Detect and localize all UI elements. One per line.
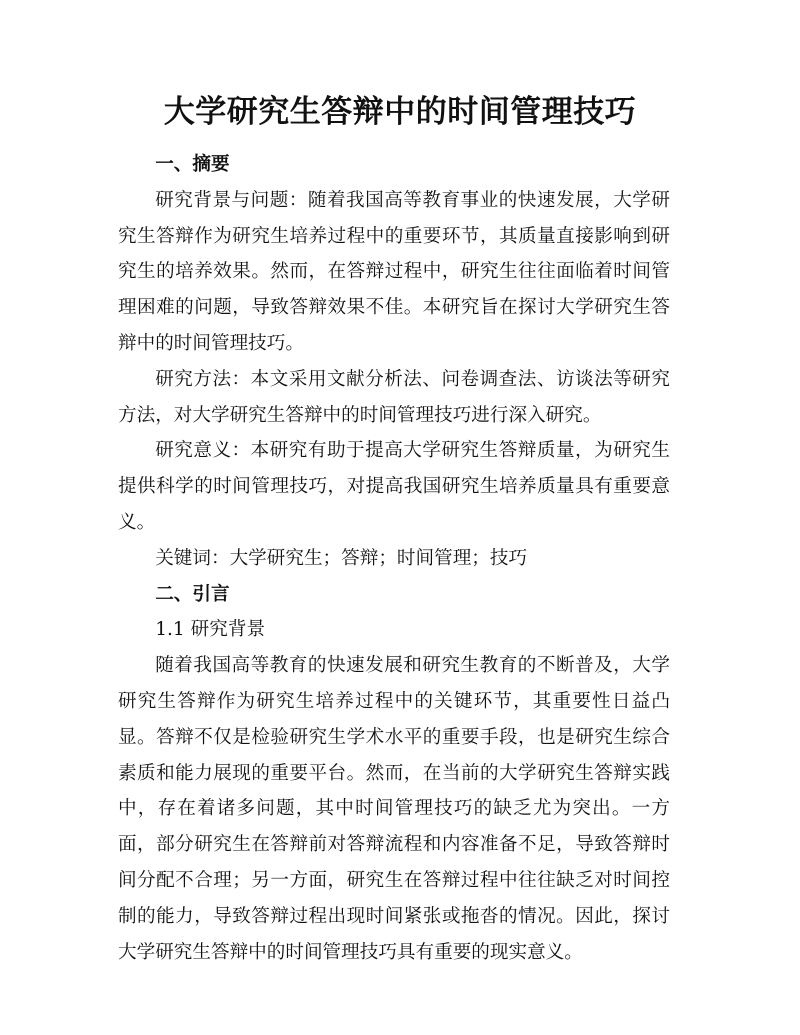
abstract-background-paragraph: 研究背景与问题：随着我国高等教育事业的快速发展，大学研究生答辩作为研究生培养过程中的重要环节，其质量直接影响到研究生的培养效果。然而，在答辩过程中，研究生往往面临着时间管理困难的问题，导致答辩效果不佳。本研究旨在探讨大学研究生答辩中的时间管理技巧。 xyxy=(118,189,670,354)
abstract-heading: 一、摘要 xyxy=(155,154,230,175)
document-title: 大学研究生答辩中的时间管理技巧 xyxy=(163,94,637,130)
abstract-method-paragraph: 研究方法：本文采用文献分析法、问卷调查法、访谈法等研究方法，对大学研究生答辩中的时间管理技巧进行深入研究。 xyxy=(118,368,670,426)
document-body xyxy=(118,147,670,970)
intro-paragraph: 随着我国高等教育的快速发展和研究生教育的不断普及，大学研究生答辩作为研究生培养过程中的关键环节，其重要性日益凸显。答辩不仅是检验研究生学术水平的重要手段，也是研究生综合素质和能力展现的重要平台。然而，在当前的大学研究生答辩实践中，存在着诸多问题，其中时间管理技巧的缺乏尤为突出。一方面，部分研究生在答辩前对答辩流程和内容准备不足，导致答辩时间分配不合理；另一方面，研究生在答辩过程中往往缺乏对时间控制的能力，导致答辩过程出现时间紧张或拖沓的情况。因此，探讨大学研究生答辩中的时间管理技巧具有重要的现实意义。 xyxy=(118,655,670,963)
keywords-line: 关键词：大学研究生；答辩；时间管理；技巧 xyxy=(155,547,528,569)
abstract-significance-paragraph: 研究意义：本研究有助于提高大学研究生答辩质量，为研究生提供科学的时间管理技巧，对提高我国研究生培养质量具有重要意义。 xyxy=(118,440,670,533)
subsection-heading: 1.1 研究背景 xyxy=(155,619,266,641)
intro-heading: 二、引言 xyxy=(155,583,230,605)
